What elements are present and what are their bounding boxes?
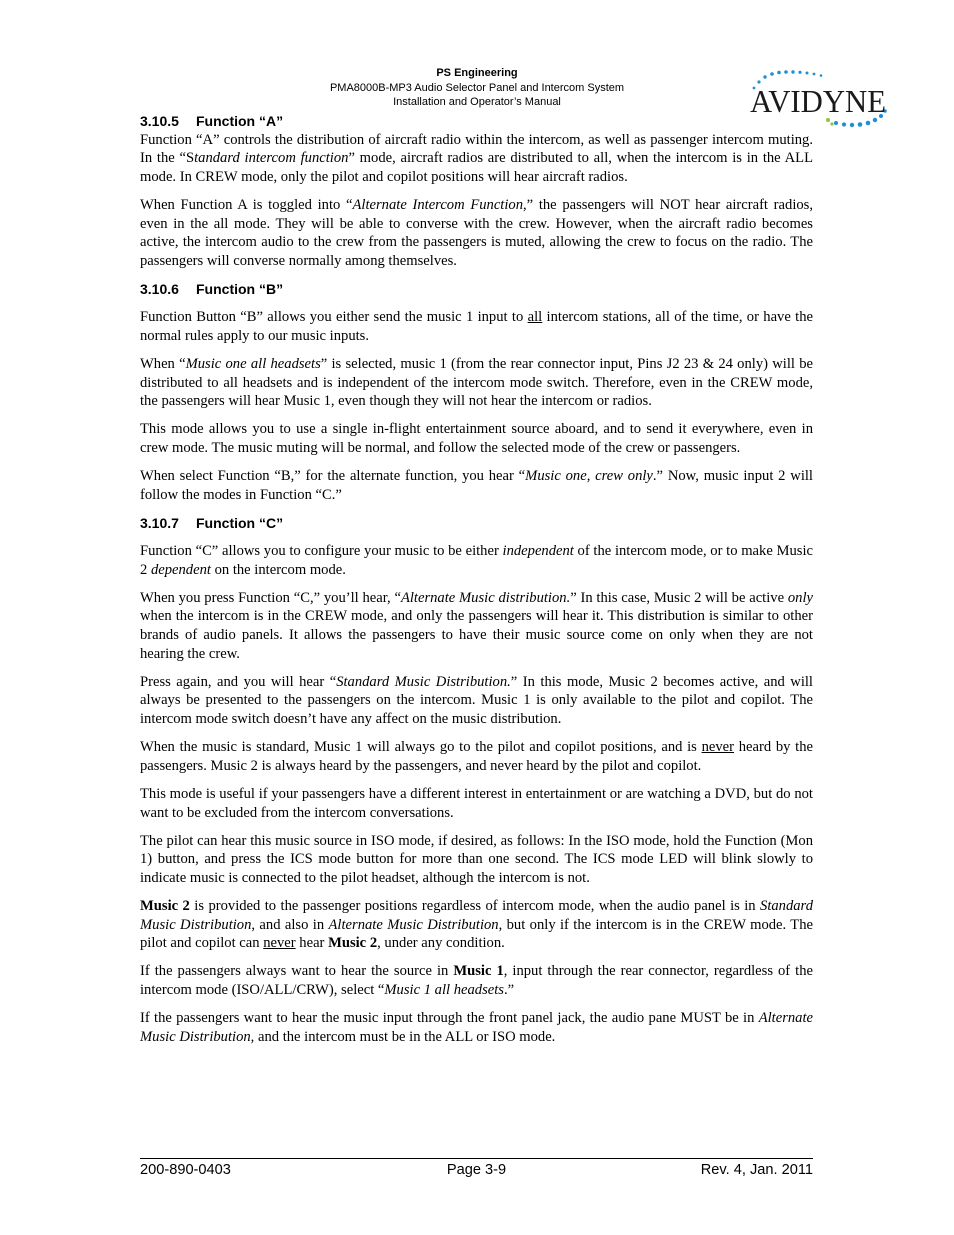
paragraph: Music 2 is provided to the passenger positions regardless of intercom mode, when the audio panel is in Standard Music Distribution, and also in Alternate Music Distribution, but only if the intercom is in the CREW mode. The pilot and copilot can never hear Music 2, under any condition. — [140, 898, 813, 952]
paragraph: Function “C” allows you to configure your music to be either independent of the intercom mode, or to make Music 2 dependent on the intercom mode. — [140, 543, 813, 578]
footer-revision: Rev. 4, Jan. 2011 — [700, 1162, 813, 1178]
paragraph: When you press Function “C,” you’ll hear, “Alternate Music distribution.” In this case, Music 2 will be active only when the intercom is in the CREW mode, and only the passengers will hear it. This distribution is similar to other brands of audio panels. It allows the passengers to have their music source come on only when they are not hearing the crew. — [140, 589, 813, 662]
header-product: PMA8000B-MP3 Audio Selector Panel and Intercom System — [329, 81, 625, 94]
paragraph: This mode is useful if your passengers have a different interest in entertainment or are watching a DVD, but do not want to be excluded from the intercom conversations. — [140, 785, 813, 821]
paragraph: The pilot can hear this music source in ISO mode, if desired, as follows: In the ISO mode, hold the Function (Mon 1) button, and press the ICS mode button for more than one second. The ICS mode LED will blink slowly to indicate music is connected to the pilot headset, although the intercom is not. — [140, 832, 813, 886]
paragraph: Function “A” controls the distribution of aircraft radio within the intercom, as well as passenger intercom muting. In the “Standard intercom function” mode, aircraft radios are distributed to all, when the intercom is in the ALL mode. In CREW mode, only the pilot and copilot positions will hear aircraft radios. — [140, 131, 813, 185]
footer-page-number: Page 3-9 — [446, 1162, 507, 1178]
header-company: PS Engineering — [436, 67, 518, 79]
paragraph: When Function A is toggled into “Alternate Intercom Function,” the passengers will NOT hear aircraft radios, even in the all mode. They will be able to converse with the crew. However, when the aircraft radio becomes active, the intercom audio to the crew from the passengers is muted, allowing the crew to focus on the radio. The passengers will converse normally among themselves. — [140, 196, 813, 269]
paragraph: If the passengers want to hear the music input through the front panel jack, the audio pane MUST be in Alternate Music Distribution, and the intercom must be in the ALL or ISO mode. — [140, 1010, 813, 1045]
page-footer — [140, 1158, 813, 1184]
logo-dots-green — [826, 118, 834, 126]
paragraph: When select Function “B,” for the alternate function, you hear “Music one, crew only.” Now, music input 2 will follow the modes in Function “C.” — [140, 468, 813, 503]
paragraph: When the music is standard, Music 1 will always go to the pilot and copilot positions, and is never heard by the passengers. Music 2 is always heard by the passengers, and never heard by the pilot and copilot. — [140, 739, 813, 774]
paragraph: Press again, and you will hear “Standard Music Distribution.” In this mode, Music 2 becomes active, and will always be presented to the passengers on the intercom. Music 1 is only available to the pilot and copilot. The intercom mode switch doesn’t have any affect on the music distribution. — [140, 673, 813, 727]
section-heading-3-10-6: 3.10.6 Function “B” — [140, 280, 284, 297]
page-content — [140, 112, 813, 1056]
logo-wordmark: AVIDYNE — [750, 83, 886, 119]
paragraph: This mode allows you to use a single in-flight entertainment source aboard, and to send it everywhere, even in crew mode. The music muting will be normal, and follow the selected mode of the crew or passengers. — [140, 421, 813, 456]
section-heading-3-10-7: 3.10.7 Function “C” — [140, 514, 284, 531]
paragraph: Function Button “B” allows you either send the music 1 input to all intercom stations, all of the time, or have the normal rules apply to our music inputs. — [140, 309, 813, 344]
paragraph: If the passengers always want to hear the source in Music 1, input through the rear connector, regardless of the intercom mode (ISO/ALL/CRW), select “Music 1 all headsets.” — [140, 963, 813, 999]
page-header — [300, 66, 654, 110]
header-manual: Installation and Operator’s Manual — [393, 96, 561, 108]
section-heading-3-10-5: 3.10.5 Function “A” — [140, 113, 284, 129]
footer-doc-number: 200-890-0403 — [140, 1162, 231, 1178]
paragraph: When “Music one all headsets” is selected, music 1 (from the rear connector input, Pins J2 23 & 24 only) will be distributed to all headsets and is independent of the intercom mode switch. Therefore, even in the CREW mode, the passengers will hear Music 1, even though they will not hear the intercom or radios. — [140, 355, 813, 410]
